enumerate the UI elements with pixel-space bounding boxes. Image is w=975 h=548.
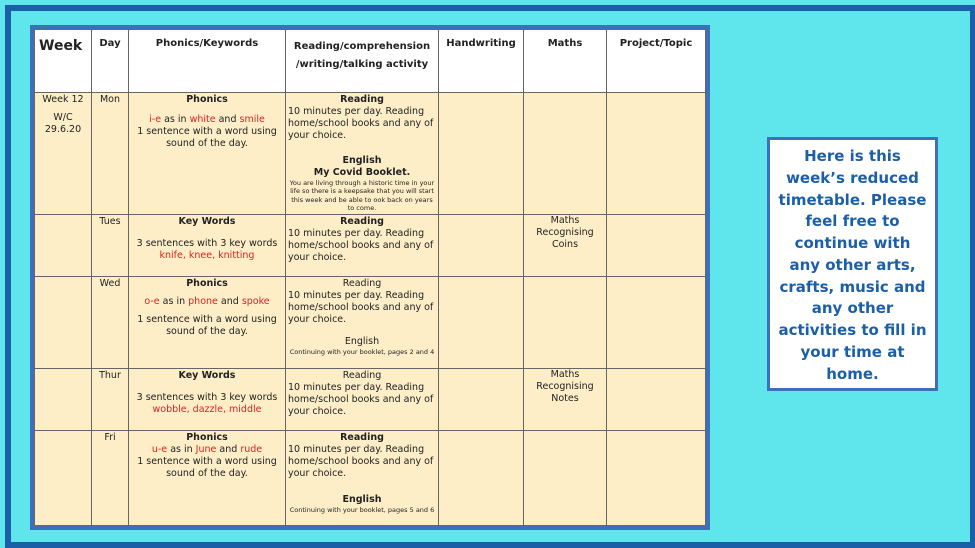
sound-line bbox=[131, 296, 283, 308]
keywords-title: Key Words bbox=[178, 215, 236, 227]
sound: i-e bbox=[149, 114, 162, 126]
week-label: Week 12 bbox=[42, 94, 84, 105]
reading-title: Reading bbox=[340, 431, 384, 443]
day-mon: Mon bbox=[92, 93, 129, 215]
project-thur bbox=[607, 368, 706, 430]
header-phonics: Phonics/Keywords bbox=[129, 30, 286, 93]
header-maths: Maths bbox=[524, 30, 607, 93]
english-text: Continuing with your booklet, pages 2 and 4 bbox=[289, 348, 435, 357]
reading-tues bbox=[286, 214, 439, 276]
week-date: 29.6.20 bbox=[44, 124, 82, 136]
handwriting-tues bbox=[439, 214, 524, 276]
day-fri: Fri bbox=[92, 430, 129, 525]
header-day: Day bbox=[92, 30, 129, 93]
example-word-1: white bbox=[189, 114, 216, 126]
reading-title: Reading bbox=[340, 215, 384, 227]
row-wed bbox=[35, 276, 706, 368]
reading-text: 10 minutes per day. Reading home/school books and any of your choice. bbox=[288, 227, 434, 264]
and-text: and bbox=[219, 443, 238, 455]
booklet-text: You are living through a historic time in your life so there is a keepsake that you will start this week and be able to ook back on years to come. bbox=[289, 178, 435, 213]
phonics-task: 1 sentence with a word using sound of the day. bbox=[137, 126, 277, 150]
example-word-1: June bbox=[195, 443, 217, 455]
sound: u-e bbox=[151, 443, 168, 455]
reading-text: 10 minutes per day. Reading home/school books and any of your choice. bbox=[288, 289, 434, 326]
english-title: English bbox=[342, 494, 382, 506]
project-wed bbox=[607, 276, 706, 368]
header-project: Project/Topic bbox=[607, 30, 706, 93]
maths-fri bbox=[524, 430, 607, 525]
phonics-title: Phonics bbox=[186, 431, 228, 443]
example-word-2: spoke bbox=[241, 295, 270, 307]
booklet-title: My Covid Booklet. bbox=[313, 166, 411, 178]
week-cell bbox=[35, 93, 92, 215]
project-tues bbox=[607, 214, 706, 276]
and-text: and bbox=[218, 114, 237, 126]
keywords-list: knife, knee, knitting bbox=[159, 250, 255, 261]
header-reading: Reading/comprehension /writing/talking activity bbox=[286, 30, 439, 93]
header-handwriting: Handwriting bbox=[439, 30, 524, 93]
phonics-wed bbox=[129, 276, 286, 368]
phonics-task: 1 sentence with a word using sound of the day. bbox=[137, 456, 277, 480]
wc-label: W/C bbox=[53, 112, 73, 124]
row-fri bbox=[35, 430, 706, 525]
project-fri bbox=[607, 430, 706, 525]
english-title: English bbox=[344, 336, 380, 348]
keywords-task: 3 sentences with 3 key words bbox=[136, 391, 278, 403]
row-tues bbox=[35, 214, 706, 276]
phonics-title: Phonics bbox=[186, 277, 228, 289]
reading-wed bbox=[286, 276, 439, 368]
example-word-2: smile bbox=[239, 114, 265, 126]
timetable-table bbox=[34, 29, 706, 526]
reading-mon bbox=[286, 93, 439, 215]
as-in: as in bbox=[170, 443, 193, 455]
handwriting-mon bbox=[439, 93, 524, 215]
sound-line bbox=[131, 114, 283, 126]
maths-tues: Maths Recognising Coins bbox=[524, 214, 607, 276]
row-mon bbox=[35, 93, 706, 215]
and-text: and bbox=[220, 295, 239, 307]
day-thur: Thur bbox=[92, 368, 129, 430]
reading-thur bbox=[286, 368, 439, 430]
timetable bbox=[30, 25, 710, 530]
example-word-1: phone bbox=[188, 295, 218, 307]
phonics-title: Phonics bbox=[186, 94, 228, 105]
as-in: as in bbox=[164, 114, 187, 126]
maths-wed bbox=[524, 276, 607, 368]
as-in: as in bbox=[162, 295, 186, 307]
phonics-thur bbox=[129, 368, 286, 430]
reading-text: 10 minutes per day. Reading home/school books and any of your choice. bbox=[288, 381, 434, 418]
english-title: English bbox=[342, 154, 382, 166]
reading-title: Reading bbox=[340, 94, 384, 105]
reading-title: Reading bbox=[342, 369, 382, 381]
header-week: Week bbox=[35, 30, 92, 93]
info-note-text: Here is this week’s reduced timetable. Please feel free to continue with any other arts, crafts, music and any other activities to fill in your time at home. bbox=[772, 142, 933, 386]
day-wed: Wed bbox=[92, 276, 129, 368]
phonics-mon bbox=[129, 93, 286, 215]
maths-mon bbox=[524, 93, 607, 215]
example-word-2: rude bbox=[240, 443, 263, 455]
sound-line bbox=[131, 444, 283, 456]
header-row bbox=[35, 30, 706, 93]
english-text: Continuing with your booklet, pages 5 and 6 bbox=[289, 506, 435, 515]
phonics-fri bbox=[129, 430, 286, 525]
keywords-list: wobble, dazzle, middle bbox=[152, 404, 262, 415]
info-note bbox=[767, 137, 938, 391]
handwriting-fri bbox=[439, 430, 524, 525]
maths-thur: Maths Recognising Notes bbox=[524, 368, 607, 430]
phonics-tues bbox=[129, 214, 286, 276]
handwriting-thur bbox=[439, 368, 524, 430]
reading-title: Reading bbox=[342, 277, 382, 289]
handwriting-wed bbox=[439, 276, 524, 368]
sound: o-e bbox=[144, 295, 160, 307]
project-mon bbox=[607, 93, 706, 215]
keywords-task: 3 sentences with 3 key words bbox=[136, 237, 278, 249]
row-thur bbox=[35, 368, 706, 430]
phonics-task: 1 sentence with a word using sound of the day. bbox=[137, 314, 277, 338]
reading-fri bbox=[286, 430, 439, 525]
day-tues: Tues bbox=[92, 214, 129, 276]
keywords-title: Key Words bbox=[178, 369, 236, 381]
reading-text: 10 minutes per day. Reading home/school books and any of your choice. bbox=[288, 106, 434, 142]
reading-text: 10 minutes per day. Reading home/school books and any of your choice. bbox=[288, 443, 434, 480]
